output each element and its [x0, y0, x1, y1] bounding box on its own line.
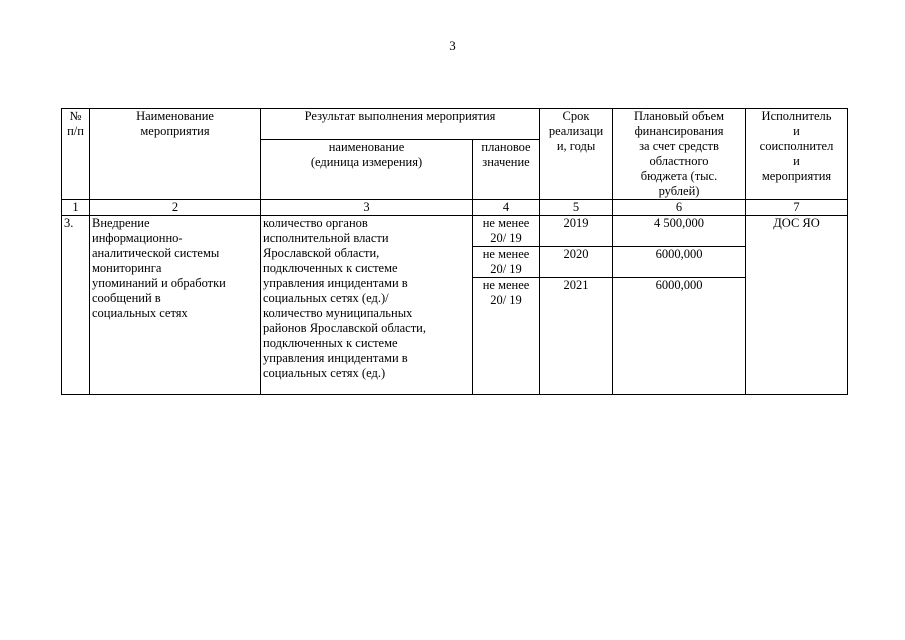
row-funding-2020: 6000,000	[613, 247, 746, 278]
column-number: 2	[90, 200, 261, 216]
header-funding: Плановый объем финансирования за счет средств областного бюджета (тыс. рублей)	[613, 109, 746, 200]
row-value-2019: не менее 20/ 19	[473, 216, 540, 247]
column-number: 4	[473, 200, 540, 216]
header-executor: Исполнитель и соисполнител и мероприятия	[746, 109, 848, 200]
row-value-2020: не менее 20/ 19	[473, 247, 540, 278]
row-funding-2021: 6000,000	[613, 278, 746, 395]
row-funding-2019: 4 500,000	[613, 216, 746, 247]
row-executor: ДОС ЯО	[746, 216, 848, 395]
column-numbers-row	[62, 200, 848, 216]
header-row-1	[62, 109, 848, 140]
column-number: 6	[613, 200, 746, 216]
header-result-value: плановое значение	[473, 139, 540, 199]
row-num: 3.	[62, 216, 90, 395]
column-number: 3	[261, 200, 473, 216]
header-num: № п/п	[62, 109, 90, 200]
row-value-2021: не менее 20/ 19	[473, 278, 540, 395]
column-number: 5	[540, 200, 613, 216]
plan-table	[61, 108, 848, 395]
row-year-2019: 2019	[540, 216, 613, 247]
header-result: Результат выполнения мероприятия	[261, 109, 540, 140]
page-number: 3	[449, 38, 456, 53]
header-result-name: наименование (единица измерения)	[261, 139, 473, 199]
header-name: Наименование мероприятия	[90, 109, 261, 200]
row-result-name: количество органов исполнительной власти Ярославской области, подключенных к системе управления инцидентами в социальных сетях (ед.)/ количество муниципальных районов Ярославской области, подключенных к системе управления инцидентами в социальных сетях (ед.)	[261, 216, 473, 395]
row-name: Внедрение информационно- аналитической системы мониторинга упоминаний и обработки сообщений в социальных сетях	[90, 216, 261, 395]
row-year-2020: 2020	[540, 247, 613, 278]
row-year-2021: 2021	[540, 278, 613, 395]
header-term: Срок реализаци и, годы	[540, 109, 613, 200]
column-number: 1	[62, 200, 90, 216]
column-number: 7	[746, 200, 848, 216]
table-row	[62, 216, 848, 247]
